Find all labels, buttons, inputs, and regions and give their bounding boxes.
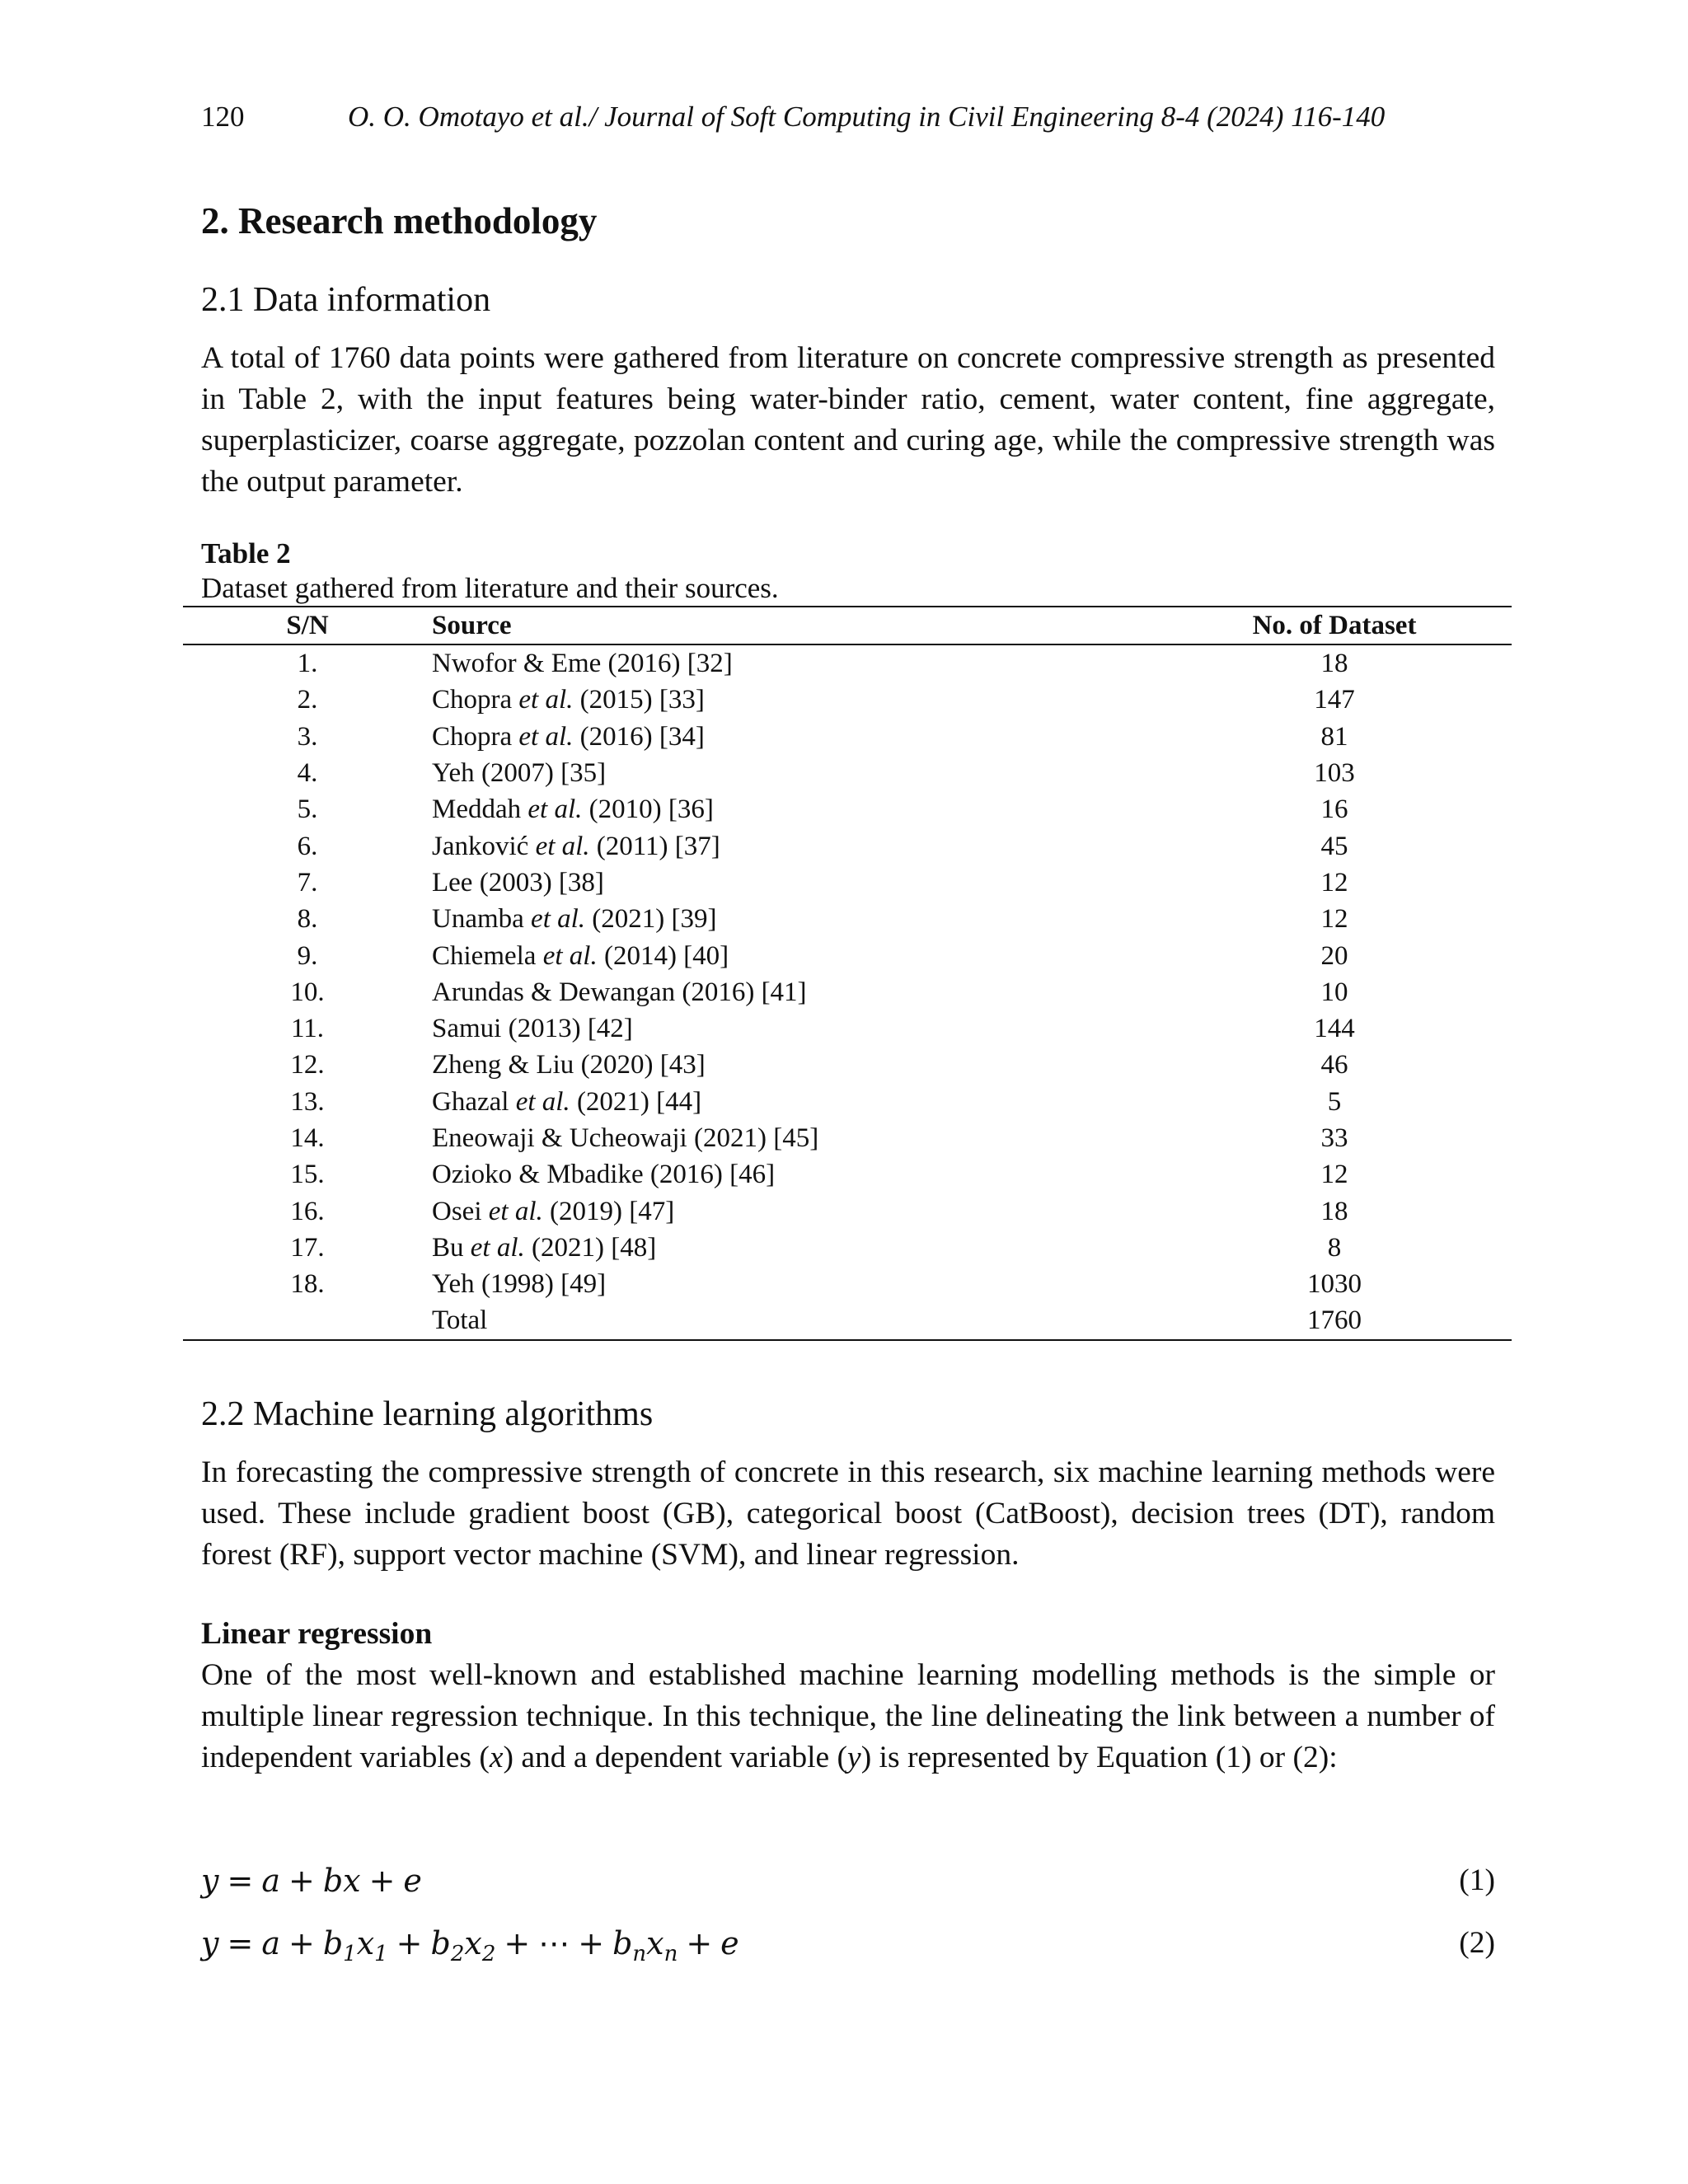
cell-source bbox=[432, 1302, 1157, 1339]
equation-2-formula: $y = a + b_1x_1 + b_2x_2$ + ⋯ + $b_nx_n + e$ bbox=[201, 1925, 739, 1966]
source-year-ref: (2015) [33] bbox=[573, 685, 705, 715]
source-year-ref: (2016) [41] bbox=[675, 977, 807, 1007]
cell-dataset-count: 20 bbox=[1320, 940, 1348, 971]
source-et-al: et al. bbox=[515, 1086, 570, 1117]
source-author: Lee bbox=[432, 867, 473, 898]
table-row bbox=[183, 827, 1512, 864]
source-author: Chopra bbox=[432, 721, 519, 752]
equation-1 bbox=[201, 1858, 1495, 1904]
cell-source bbox=[432, 644, 1157, 682]
cell-sn: 10. bbox=[290, 977, 325, 1007]
cell-dataset-count: 8 bbox=[1327, 1232, 1342, 1263]
source-author: Nwofor & Eme bbox=[432, 649, 602, 679]
data-information-paragraph: A total of 1760 data points were gathered from literature on concrete compressive strength as presented in Table 2, with the input features being water-binder ratio, cement, water content, fine aggregate, superplasticizer, coarse aggregate, pozzolan content and curing age, while the compressive strength was the output parameter. bbox=[201, 341, 1495, 499]
source-et-al: et al. bbox=[531, 904, 586, 935]
subsection-heading-ml-algorithms: 2.2 Machine learning algorithms bbox=[201, 1395, 654, 1433]
source-author: Yeh bbox=[432, 1269, 475, 1300]
header-dataset-count: No. of Dataset bbox=[1157, 607, 1512, 644]
cell-dataset-count: 18 bbox=[1320, 649, 1348, 679]
table-body bbox=[183, 644, 1512, 1340]
cell-source bbox=[432, 974, 1157, 1010]
cell-dataset-count: 18 bbox=[1320, 1196, 1348, 1226]
source-author: Total bbox=[432, 1305, 488, 1336]
header-source: Source bbox=[432, 607, 1157, 644]
cell-source bbox=[432, 719, 1157, 755]
cell-dataset-count: 10 bbox=[1320, 977, 1348, 1007]
page-number: 120 bbox=[201, 101, 245, 133]
cell-source bbox=[432, 937, 1157, 973]
equation-2 bbox=[201, 1920, 1495, 1966]
source-author: Osei bbox=[432, 1196, 489, 1226]
cell-source bbox=[432, 1266, 1157, 1302]
cell-dataset-count: 5 bbox=[1327, 1086, 1342, 1117]
source-year-ref: (2021) [44] bbox=[570, 1086, 702, 1117]
source-year-ref: (1998) [49] bbox=[474, 1269, 607, 1300]
cell-sn: 3. bbox=[297, 721, 318, 752]
cell-dataset-count: 144 bbox=[1314, 1014, 1355, 1044]
cell-dataset-count: 147 bbox=[1314, 685, 1355, 715]
table-row bbox=[183, 1230, 1512, 1266]
source-author: Arundas & Dewangan bbox=[432, 977, 676, 1007]
source-year-ref: (2020) [43] bbox=[574, 1050, 706, 1080]
source-year-ref: (2010) [36] bbox=[582, 794, 714, 825]
source-year-ref: (2021) [48] bbox=[524, 1232, 657, 1263]
source-author: Unamba bbox=[432, 904, 532, 935]
table-header-row bbox=[183, 607, 1512, 644]
cell-dataset-count: 46 bbox=[1320, 1050, 1348, 1080]
source-author: Janković bbox=[432, 831, 536, 861]
table-row bbox=[183, 937, 1512, 973]
subsection-heading-data-information: 2.1 Data information bbox=[201, 281, 491, 319]
table-row bbox=[183, 865, 1512, 901]
variable-x: x bbox=[489, 1741, 504, 1774]
table-row bbox=[183, 1302, 1512, 1339]
table-row bbox=[183, 755, 1512, 791]
source-year-ref: (2016) [34] bbox=[573, 721, 705, 752]
cell-dataset-count: 12 bbox=[1320, 904, 1348, 935]
dataset-table bbox=[183, 606, 1512, 1341]
cell-dataset-count: 16 bbox=[1320, 794, 1348, 825]
table-row bbox=[183, 1047, 1512, 1083]
source-year-ref: (2021) [39] bbox=[585, 904, 717, 935]
table-row bbox=[183, 1084, 1512, 1120]
source-year-ref: (2019) [47] bbox=[542, 1196, 675, 1226]
source-et-al: et al. bbox=[542, 940, 598, 971]
cell-sn: 8. bbox=[297, 904, 318, 935]
source-year-ref: (2014) [40] bbox=[597, 940, 729, 971]
source-year-ref: (2003) [38] bbox=[472, 867, 604, 898]
source-year-ref: (2016) [46] bbox=[643, 1160, 776, 1190]
cell-sn: 9. bbox=[297, 940, 318, 971]
source-author: Samui bbox=[432, 1014, 502, 1044]
source-author: Bu bbox=[432, 1232, 471, 1263]
table-row bbox=[183, 1266, 1512, 1302]
ml-algorithms-paragraph: In forecasting the compressive strength of concrete in this research, six machine learning methods were used. These include gradient boost (GB), categorical boost (CatBoost), decision trees (DT), random forest (RF), support vector machine (SVM), and linear regression. bbox=[201, 1455, 1495, 1572]
cell-sn: 18. bbox=[290, 1269, 325, 1300]
cell-source bbox=[432, 755, 1157, 791]
cell-sn: 6. bbox=[297, 831, 318, 861]
lr-text-part-2: ) and a dependent variable ( bbox=[503, 1741, 848, 1774]
table-row bbox=[183, 791, 1512, 827]
table-row bbox=[183, 682, 1512, 718]
cell-sn: 14. bbox=[290, 1123, 325, 1153]
cell-sn: 11. bbox=[290, 1014, 325, 1044]
header-sn: S/N bbox=[183, 607, 432, 644]
equation-1-number: (1) bbox=[1459, 1863, 1495, 1897]
journal-citation: O. O. Omotayo et al./ Journal of Soft Computing in Civil Engineering 8-4 (2024) 116-140 bbox=[348, 101, 1386, 133]
table-row bbox=[183, 974, 1512, 1010]
cell-source bbox=[432, 827, 1157, 864]
table-row bbox=[183, 719, 1512, 755]
table-row bbox=[183, 1120, 1512, 1156]
source-year-ref: (2021) [45] bbox=[687, 1123, 819, 1153]
cell-source bbox=[432, 901, 1157, 937]
equation-2-number: (2) bbox=[1459, 1926, 1495, 1960]
cell-dataset-count: 1030 bbox=[1307, 1269, 1362, 1300]
cell-sn: 12. bbox=[290, 1050, 325, 1080]
cell-dataset-count: 33 bbox=[1320, 1123, 1348, 1153]
cell-dataset-count: 45 bbox=[1320, 831, 1348, 861]
cell-sn: 15. bbox=[290, 1160, 325, 1190]
cell-sn: 2. bbox=[297, 685, 318, 715]
source-et-al: et al. bbox=[470, 1232, 525, 1263]
cell-source bbox=[432, 865, 1157, 901]
source-author: Meddah bbox=[432, 794, 528, 825]
cell-source bbox=[432, 1193, 1157, 1229]
cell-sn: 13. bbox=[290, 1086, 325, 1117]
cell-sn: 17. bbox=[290, 1232, 325, 1263]
source-et-al: et al. bbox=[528, 794, 583, 825]
cell-sn: 5. bbox=[297, 794, 318, 825]
lr-text-part-1: One of the most well-known and established machine learning modelling methods is the simple or multiple linear regression technique. In this technique, the line delineating the link between a number of independent variables ( bbox=[201, 1658, 1495, 1774]
source-author: Chopra bbox=[432, 685, 519, 715]
source-year-ref: (2007) [35] bbox=[474, 758, 607, 789]
cell-sn: 16. bbox=[290, 1196, 325, 1226]
source-et-al: et al. bbox=[488, 1196, 543, 1226]
cell-source bbox=[432, 791, 1157, 827]
cell-sn: 7. bbox=[297, 867, 318, 898]
cell-source bbox=[432, 682, 1157, 718]
cell-sn bbox=[183, 1302, 432, 1339]
table-row bbox=[183, 1156, 1512, 1193]
cell-source bbox=[432, 1230, 1157, 1266]
source-year-ref: (2016) [32] bbox=[601, 649, 733, 679]
cell-dataset-count: 12 bbox=[1320, 1160, 1348, 1190]
cell-dataset-count: 81 bbox=[1320, 721, 1348, 752]
source-et-al: et al. bbox=[518, 685, 574, 715]
linear-regression-heading: Linear regression bbox=[201, 1617, 433, 1651]
equation-1-formula: y = a + bx + e bbox=[201, 1863, 422, 1899]
table-row bbox=[183, 1010, 1512, 1047]
linear-regression-paragraph bbox=[201, 1655, 1495, 1779]
cell-sn: 4. bbox=[297, 758, 318, 789]
cell-source bbox=[432, 1156, 1157, 1193]
cell-dataset-count: 12 bbox=[1320, 867, 1348, 898]
source-author: Zheng & Liu bbox=[432, 1050, 574, 1080]
cell-source bbox=[432, 1010, 1157, 1047]
table-row bbox=[183, 901, 1512, 937]
table-caption: Dataset gathered from literature and their sources. bbox=[201, 572, 779, 604]
cell-sn: 1. bbox=[297, 649, 318, 679]
source-author: Ozioko & Mbadike bbox=[432, 1160, 644, 1190]
cell-source bbox=[432, 1047, 1157, 1083]
source-author: Ghazal bbox=[432, 1086, 516, 1117]
cell-dataset-count: 103 bbox=[1314, 758, 1355, 789]
table-label: Table 2 bbox=[201, 537, 291, 569]
source-year-ref: (2013) [42] bbox=[501, 1014, 633, 1044]
table-row bbox=[183, 1193, 1512, 1229]
cell-source bbox=[432, 1084, 1157, 1120]
variable-y: y bbox=[847, 1741, 861, 1774]
section-heading: 2. Research methodology bbox=[201, 200, 598, 241]
cell-dataset-count: 1760 bbox=[1157, 1302, 1512, 1339]
source-et-al: et al. bbox=[535, 831, 590, 861]
cell-source bbox=[432, 1120, 1157, 1156]
source-author: Eneowaji & Ucheowaji bbox=[432, 1123, 687, 1153]
table-row bbox=[183, 644, 1512, 682]
source-year-ref: (2011) [37] bbox=[589, 831, 720, 861]
source-author: Yeh bbox=[432, 758, 475, 789]
source-et-al: et al. bbox=[518, 721, 574, 752]
lr-text-part-3: ) is represented by Equation (1) or (2): bbox=[860, 1741, 1338, 1774]
source-author: Chiemela bbox=[432, 940, 543, 971]
